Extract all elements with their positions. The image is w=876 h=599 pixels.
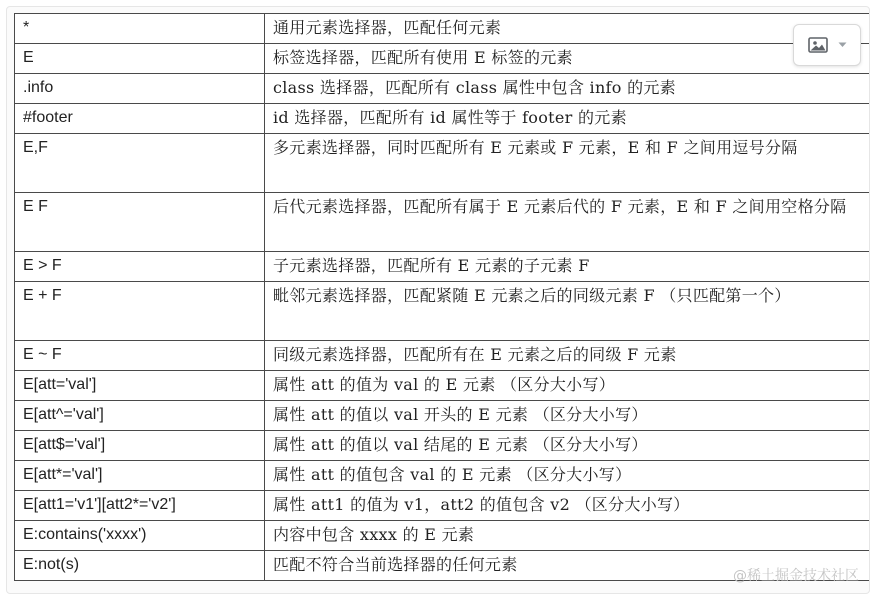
selector-cell: E	[15, 44, 265, 74]
description-cell: 属性 att 的值包含 val 的 E 元素 （区分大小写）	[265, 461, 871, 491]
image-options-button[interactable]	[793, 24, 861, 66]
selector-cell: E > F	[15, 252, 265, 282]
description-cell: 属性 att 的值以 val 开头的 E 元素 （区分大小写）	[265, 401, 871, 431]
screenshot-frame	[6, 6, 870, 594]
table-row	[15, 44, 871, 74]
table-row	[15, 74, 871, 104]
selector-cell: E ~ F	[15, 341, 265, 371]
selector-cell: E,F	[15, 134, 265, 193]
table-row	[15, 401, 871, 431]
description-cell: 同级元素选择器，匹配所有在 E 元素之后的同级 F 元素	[265, 341, 871, 371]
description-cell: 内容中包含 xxxx 的 E 元素	[265, 521, 871, 551]
table-row	[15, 491, 871, 521]
selector-cell: E F	[15, 193, 265, 252]
selector-cell: *	[15, 14, 265, 44]
description-cell: 子元素选择器，匹配所有 E 元素的子元素 F	[265, 252, 871, 282]
description-cell: 属性 att 的值以 val 结尾的 E 元素 （区分大小写）	[265, 431, 871, 461]
table-row	[15, 193, 871, 252]
table-row	[15, 371, 871, 401]
selector-cell: E[att1='v1'][att2*='v2']	[15, 491, 265, 521]
description-cell: 匹配不符合当前选择器的任何元素	[265, 551, 871, 581]
table-row	[15, 282, 871, 341]
description-cell: 属性 att 的值为 val 的 E 元素 （区分大小写）	[265, 371, 871, 401]
description-cell: 标签选择器，匹配所有使用 E 标签的元素	[265, 44, 871, 74]
table-row	[15, 14, 871, 44]
description-cell: 毗邻元素选择器，匹配紧随 E 元素之后的同级元素 F （只匹配第一个）	[265, 282, 871, 341]
table-row	[15, 341, 871, 371]
selector-cell: .info	[15, 74, 265, 104]
selector-cell: E:contains('xxxx')	[15, 521, 265, 551]
selector-cell: E:not(s)	[15, 551, 265, 581]
selector-cell: #footer	[15, 104, 265, 134]
selector-cell: E + F	[15, 282, 265, 341]
table-row	[15, 431, 871, 461]
table-row	[15, 252, 871, 282]
chevron-down-icon	[838, 42, 847, 48]
selector-cell: E[att^='val']	[15, 401, 265, 431]
description-cell: 后代元素选择器，匹配所有属于 E 元素后代的 F 元素，E 和 F 之间用空格分隔	[265, 193, 871, 252]
selector-cell: E[att*='val']	[15, 461, 265, 491]
description-cell: 属性 att1 的值为 v1，att2 的值包含 v2 （区分大小写）	[265, 491, 871, 521]
table-row	[15, 521, 871, 551]
table-row	[15, 134, 871, 193]
css-selector-table	[14, 13, 870, 581]
selector-cell: E[att='val']	[15, 371, 265, 401]
table-row	[15, 461, 871, 491]
image-icon	[808, 37, 828, 53]
description-cell: id 选择器，匹配所有 id 属性等于 footer 的元素	[265, 104, 871, 134]
selector-cell: E[att$='val']	[15, 431, 265, 461]
description-cell: 多元素选择器，同时匹配所有 E 元素或 F 元素，E 和 F 之间用逗号分隔	[265, 134, 871, 193]
description-cell: 通用元素选择器，匹配任何元素	[265, 14, 871, 44]
description-cell: class 选择器，匹配所有 class 属性中包含 info 的元素	[265, 74, 871, 104]
table-row	[15, 104, 871, 134]
watermark: @稀土掘金技术社区	[733, 568, 859, 584]
